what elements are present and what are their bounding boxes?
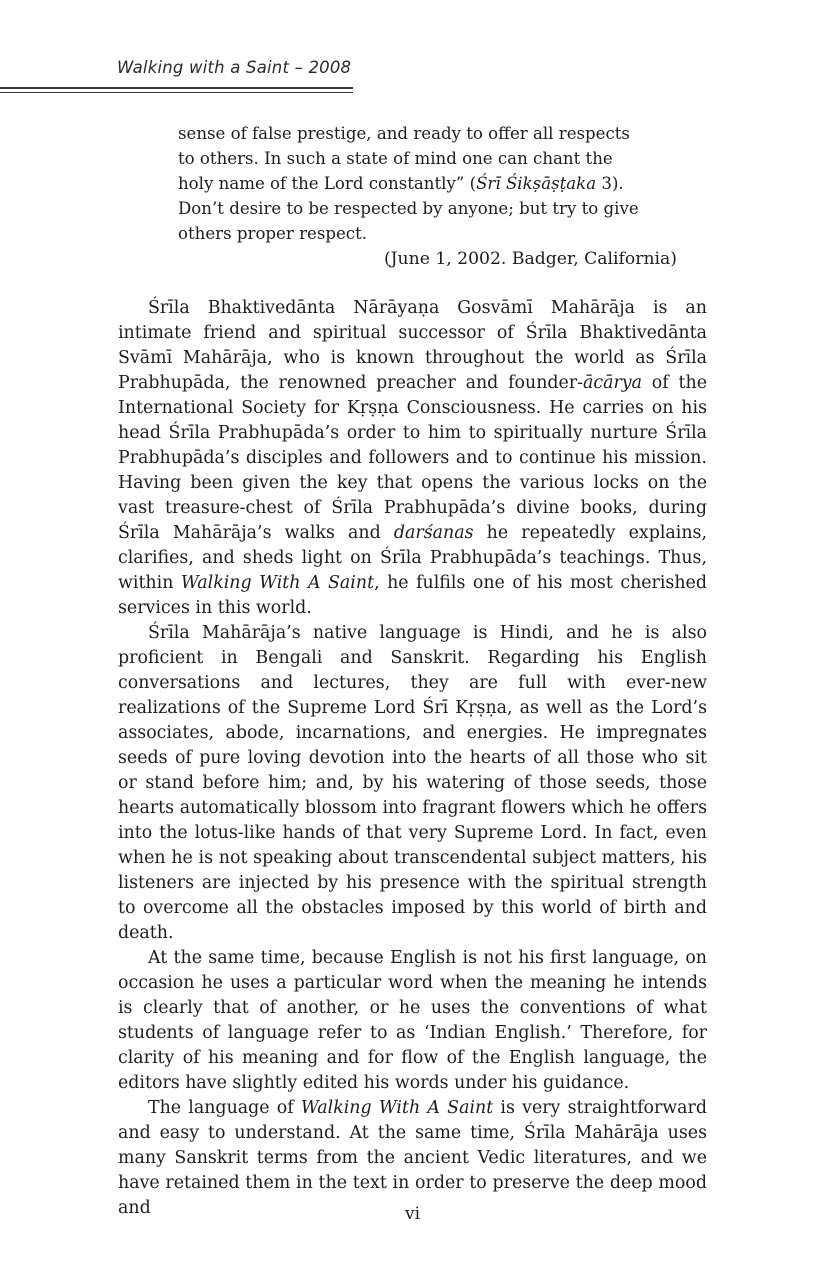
quote-citation: Śrī Śikṣāṣṭaka bbox=[476, 174, 597, 193]
header-rule-thin bbox=[0, 92, 353, 93]
paragraph-2: Śrīla Mahārāja’s native language is Hindi, and he is also proficient in Bengali and Sanskrit. Regarding his English conversations and lectures, they are full with ever-new realizations of the Supreme Lord Śrī Kṛṣṇa, as well as the Lord’s associates, abode, incarnations, and energies. He impregnates seeds of pure loving devotion into the hearts of all those who sit or stand before him; and, by his watering of those seeds, those hearts automatically blossom into fragrant flowers which he offers into the lotus-like hands of that very Supreme Lord. In fact, even when he is not speaking about transcendental subject matters, his listeners are injected by his presence with the spiritual strength to overcome all the obstacles imposed by this world of birth and death. bbox=[118, 623, 707, 943]
term-darsanas: darśanas bbox=[393, 523, 474, 543]
paragraph-4 bbox=[118, 1096, 707, 1221]
paragraph-1-part-d: , he fulfils one of his most cherished services in this world. bbox=[118, 573, 707, 618]
page-number: vi bbox=[404, 1204, 421, 1224]
quote-text-pre: sense of false prestige, and ready to offer all respects to others. In such a state of mind one can chant the holy name of the Lord constantly” ( bbox=[178, 124, 630, 193]
paragraph-4-part-a: The language of bbox=[148, 1098, 301, 1118]
paragraph-1 bbox=[118, 296, 707, 621]
book-title-reference: Walking With A Saint bbox=[180, 573, 375, 593]
paragraph-1-part-c: he repeatedly explains, clarifies, and sheds light on Śrīla Prabhupāda’s teachings. Thus, within bbox=[118, 523, 707, 593]
paragraph-1-part-a: Śrīla Bhaktivedānta Nārāyaṇa Gosvāmī Mahārāja is an intimate friend and spiritual successor of Śrīla Bhaktivedānta Svāmī Mahārāja, who is known throughout the world as Śrīla Prabhupāda, the renowned preacher and founder- bbox=[118, 298, 707, 393]
block-quote-text bbox=[178, 121, 648, 246]
running-head-title: Walking with a Saint – 2008 bbox=[117, 58, 352, 77]
term-acarya: ācārya bbox=[583, 373, 642, 393]
paragraph-3: At the same time, because English is not his first language, on occasion he uses a particular word when the meaning he intends is clearly that of another, or he uses the conventions of what students of language refer to as ‘Indian English.’ Therefore, for clarity of his meaning and for flow of the English language, the editors have slightly edited his words under his guidance. bbox=[118, 948, 707, 1093]
book-title-reference-2: Walking With A Saint bbox=[300, 1098, 494, 1118]
block-quote bbox=[178, 121, 648, 246]
paragraph-1-part-b: of the International Society for Kṛṣṇa Consciousness. He carries on his head Śrīla Prabhupāda’s order to him to spiritually nurture Śrīla Prabhupāda’s disciples and followers and to continue his mission. Having been given the key that opens the various locks on the vast treasure-chest of Śrīla Prabhupāda’s divine books, during Śrīla Mahārāja’s walks and bbox=[118, 373, 707, 543]
body-text bbox=[118, 296, 707, 1221]
quote-text-post: 3). Don’t desire to be respected by anyone; but try to give others proper respect. bbox=[178, 174, 639, 243]
paragraph-4-part-b: is very straightforward and easy to understand. At the same time, Śrīla Mahārāja uses many Sanskrit terms from the ancient Vedic literatures, and we have retained them in the text in order to preserve the deep mood and bbox=[118, 1098, 707, 1218]
quote-attribution: (June 1, 2002. Badger, California) bbox=[383, 249, 677, 269]
header-rule-thick bbox=[0, 87, 353, 89]
